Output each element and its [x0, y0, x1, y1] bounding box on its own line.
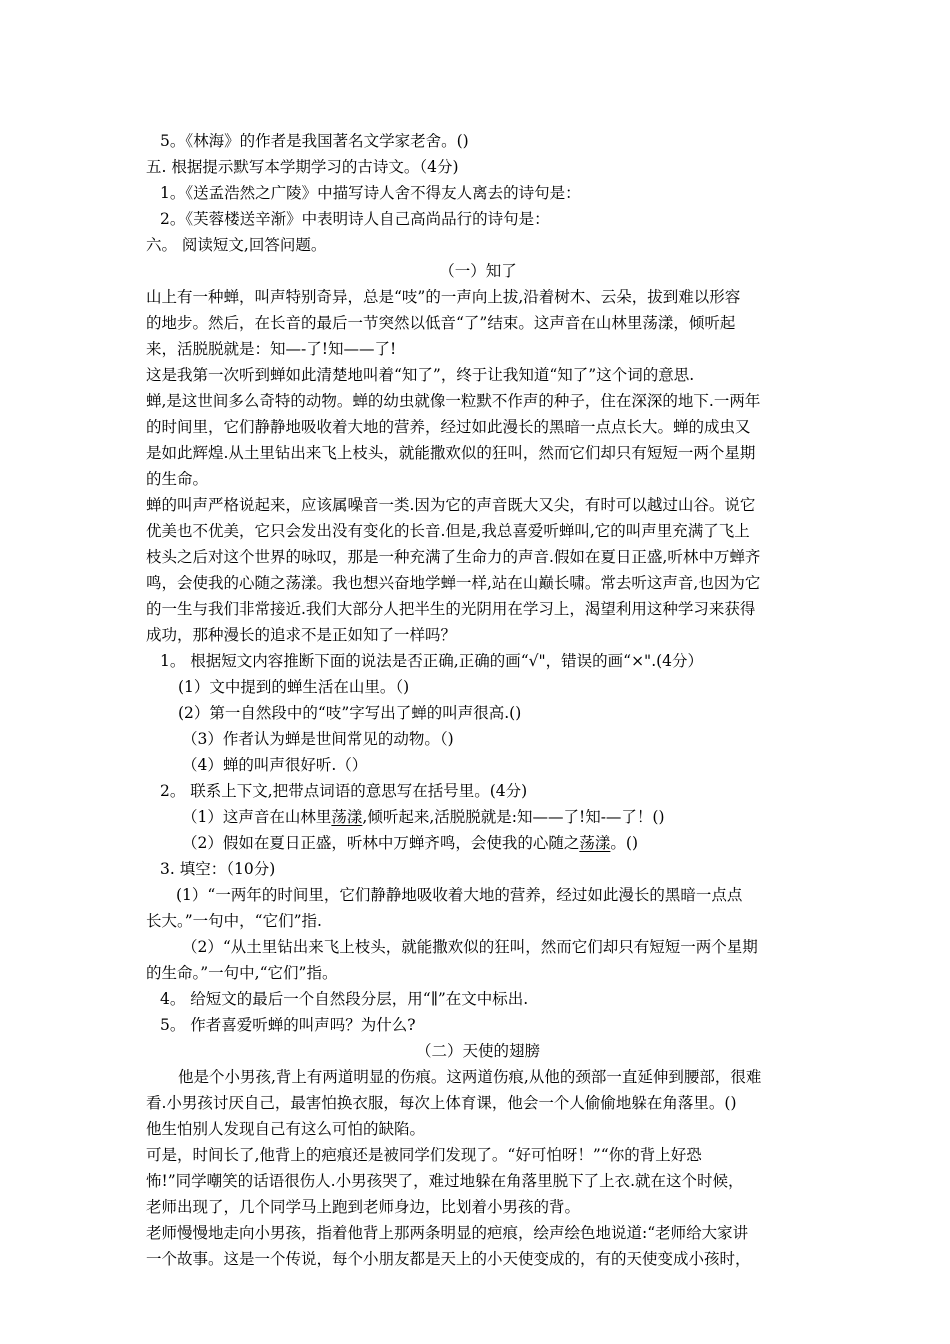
text-line: 一个故事。这是一个传说，每个小朋友都是天上的小天使变成的，有的天使变成小孩时， [146, 1250, 751, 1268]
text-line: 怖!”同学嘲笑的话语很伤人.小男孩哭了，难过地躲在角落里脱下了上衣.就在这个时候， [146, 1172, 744, 1190]
text-line: 5。《林海》的作者是我国著名文学家老舍。() [160, 132, 469, 150]
text-line: 他生怕别人发现自己有这么可怕的缺陷。 [146, 1120, 426, 1138]
text-line: 的地步。然后，在长音的最后一节突然以低音“了”结束。这声音在山林里荡漾，倾听起 [146, 314, 736, 332]
underlined-word: 荡漾 [331, 808, 363, 826]
question-line: (1）文中提到的蝉生活在山里。（) [178, 678, 410, 696]
text-line: 1。《送孟浩然之广陵》中描写诗人舍不得友人离去的诗句是： [160, 184, 581, 202]
text-line: 优美也不优美，它只会发出没有变化的长音.但是,我总喜爱听蝉叫,它的叫声里充满了飞上 [146, 522, 750, 540]
underlined-word: 荡漾 [579, 834, 611, 852]
text-line: 是如此辉煌.从土里钻出来飞上枝头，就能撒欢似的狂叫，然而它们却只有短短一两个星期 [146, 444, 756, 462]
question-line: （1）这声音在山林里荡漾,倾听起来,活脱脱就是:知——了!知-—了！() [182, 808, 665, 826]
text-line: 成功，那种漫长的追求不是正如知了一样吗？ [146, 626, 457, 644]
question-line: 5。 作者喜爱听蝉的叫声吗？为什么? [160, 1016, 416, 1034]
question-line: 长大。”一句中，“它们”指. [146, 912, 322, 930]
text-line: 的生命。 [146, 470, 209, 488]
question-line: (1）“一两年的时间里，它们静静地吸收着大地的营养，经过如此漫长的黑暗一点点 [176, 886, 743, 904]
text-line: 蝉,是这世间多么奇特的动物。蝉的幼虫就像一粒默不作声的种子，住在深深的地下.一两年 [146, 392, 761, 410]
text-line: 来，活脱脱就是：知—-了!知——了! [146, 340, 397, 358]
text-line: 老师出现了，几个同学马上跑到老师身边，比划着小男孩的背。 [146, 1198, 581, 1216]
question-line: 1。 根据短文内容推断下面的说法是否正确,正确的画“√"，错误的画“×".(4分） [160, 652, 704, 670]
section-heading: 六。 阅读短文,回答问题。 [146, 236, 327, 254]
text-line: 这是我第一次听到蝉如此清楚地叫着“知了”，终于让我知道“知了”这个词的意思. [146, 366, 695, 384]
text-line: 老师慢慢地走向小男孩，指着他背上那两条明显的疤痕，绘声绘色地说道:“老师给大家讲 [146, 1224, 749, 1242]
text-line: 山上有一种蝉，叫声特别奇异，总是“吱”的一声向上拔,沿着树木、云朵，拔到难以形容 [146, 288, 741, 306]
text-line: 蝉的叫声严格说起来，应该属噪音一类.因为它的声音既大又尖，有时可以越过山谷。说它 [146, 496, 756, 514]
question-line: 的生命。”一句中,“它们”指。 [146, 964, 338, 982]
text-line: 可是，时间长了,他背上的疤痕还是被同学们发现了。“好可怕呀！”“你的背上好恐 [146, 1146, 702, 1164]
text-line: 2。《芙蓉楼送辛渐》中表明诗人自己高尚品行的诗句是： [160, 210, 550, 228]
text-line: 枝头之后对这个世界的咏叹，那是一种充满了生命力的声音.假如在夏日正盛,听林中万蝉齐 [146, 548, 761, 566]
question-line: （2）假如在夏日正盛，听林中万蝉齐鸣，会使我的心随之荡漾。() [182, 834, 638, 852]
text-line: 的时间里，它们静静地吸收着大地的营养，经过如此漫长的黑暗一点点长大。蝉的成虫又 [146, 418, 751, 436]
question-line: 4。 给短文的最后一个自然段分层，用“∥”在文中标出. [160, 990, 529, 1008]
text-line: 的一生与我们非常接近.我们大部分人把半生的光阴用在学习上，渴望利用这种学习来获得 [146, 600, 756, 618]
section-heading: 五. 根据提示默写本学期学习的古诗文。（4分) [146, 158, 459, 176]
passage-title: （一）知了 [439, 262, 517, 280]
question-line: （2）“从土里钻出来飞上枝头，就能撒欢似的狂叫，然而它们却只有短短一两个星期 [182, 938, 758, 956]
question-line: （4）蝉的叫声很好听.（） [182, 756, 368, 774]
question-line: 3. 填空：（10分) [160, 860, 276, 878]
text-line: 他是个小男孩,背上有两道明显的伤痕。这两道伤痕,从他的颈部一直延伸到腰部，很难 [178, 1068, 762, 1086]
passage-title: （二）天使的翅膀 [415, 1042, 540, 1060]
question-line: 2。 联系上下文,把带点词语的意思写在括号里。(4分) [160, 782, 528, 800]
text-line: 看.小男孩讨厌自己，最害怕换衣服，每次上体育课，他会一个人偷偷地躲在角落里。() [146, 1094, 737, 1112]
text-line: 鸣，会使我的心随之荡漾。我也想兴奋地学蝉一样,站在山巅长啸。常去听这声音,也因为它 [146, 574, 761, 592]
question-line: （3）作者认为蝉是世间常见的动物。（) [182, 730, 454, 748]
question-line: (2）第一自然段中的“吱”字写出了蝉的叫声很高.() [178, 704, 522, 722]
